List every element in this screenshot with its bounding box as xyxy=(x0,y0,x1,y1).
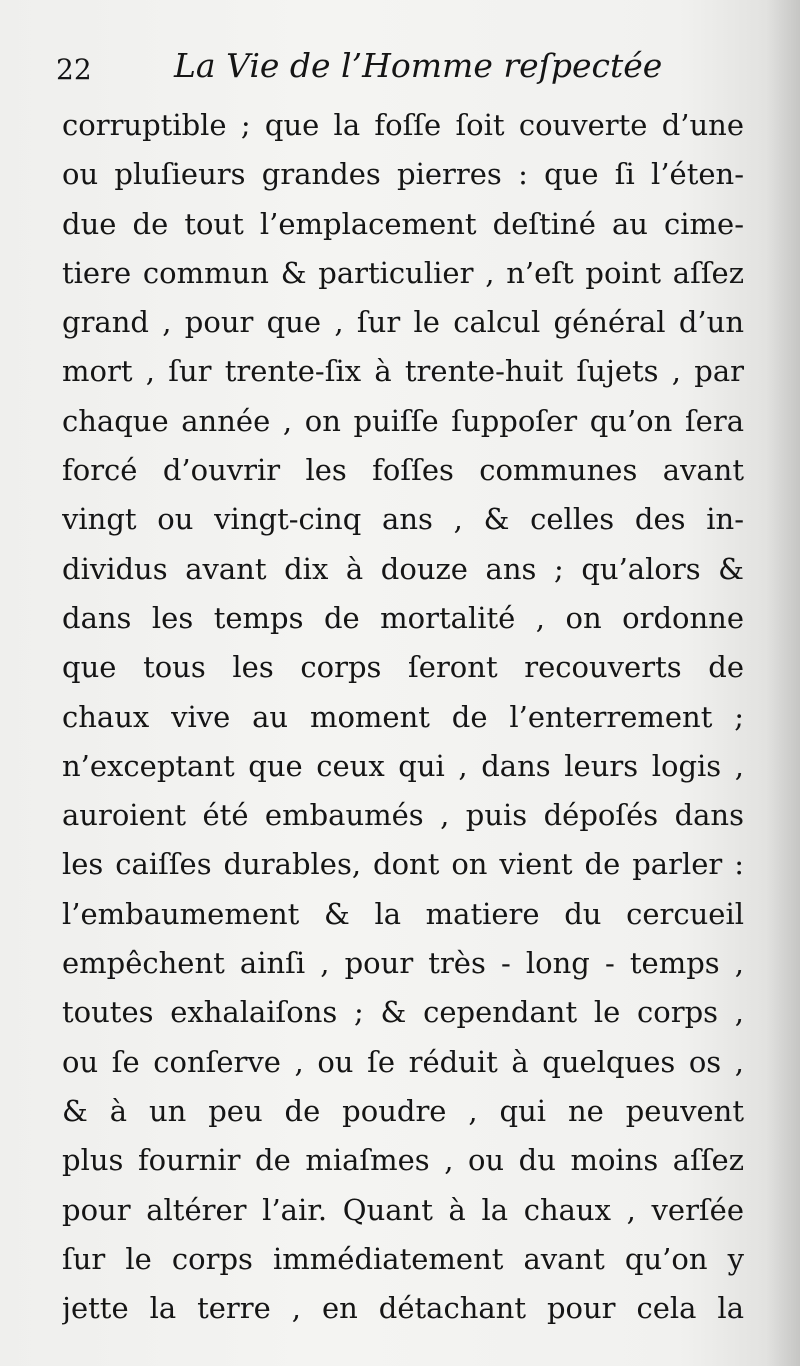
text-line: n’exceptant que ceux qui , dans leurs logis , xyxy=(62,748,744,783)
text-line: plus fournir de miaſmes , ou du moins aſſez xyxy=(62,1143,744,1178)
text-line: jette la terre , en détachant pour cela la xyxy=(62,1291,744,1326)
text-line: dans les temps de mortalité , on ordonne xyxy=(62,600,744,635)
text-line: tiere commun & particulier , n’eſt point aſſez xyxy=(62,255,744,290)
text-line: empêchent ainſi , pour très - long - temps , xyxy=(62,946,744,981)
text-line: ſur le corps immédiatement avant qu’on y xyxy=(62,1241,744,1276)
body-text xyxy=(62,101,744,1333)
text-line: auroient été embaumés , puis dépoſés dans xyxy=(62,798,744,833)
text-line: vingt ou vingt-cinq ans , & celles des in- xyxy=(62,502,744,537)
text-line: toutes exhalaiſons ; & cependant le corps , xyxy=(62,995,744,1030)
text-line: chaux vive au moment de l’enterrement ; xyxy=(62,699,744,734)
text-line: chaque année , on puiſſe ſuppoſer qu’on ſera xyxy=(62,403,744,438)
text-line: l’embaumement & la matiere du cercueil xyxy=(62,896,744,931)
text-line: mort , ſur trente-ſix à trente-huit ſujets , par xyxy=(62,354,744,389)
text-line: & à un peu de poudre , qui ne peuvent xyxy=(62,1093,744,1128)
text-line: forcé d’ouvrir les foſſes communes avant xyxy=(62,453,744,488)
page-gutter-shadow xyxy=(766,0,800,1366)
running-title: La Vie de l’Homme reſpectée xyxy=(174,46,663,85)
text-line: pour altérer l’air. Quant à la chaux , verſée xyxy=(62,1192,744,1227)
running-header xyxy=(56,44,756,92)
text-line: due de tout l’emplacement deſtiné au cime- xyxy=(62,206,744,241)
text-line: corruptible ; que la foſſe ſoit couverte d’une xyxy=(62,108,744,142)
text-line: les caiſſes durables, dont on vient de parler : xyxy=(62,847,744,882)
text-line: ou pluſieurs grandes pierres : que ſi l’éten- xyxy=(62,157,744,192)
text-line: ou ſe conſerve , ou ſe réduit à quelques os , xyxy=(62,1044,744,1079)
text-line: grand , pour que , ſur le calcul général d’un xyxy=(62,305,744,340)
text-line: que tous les corps ſeront recouverts de xyxy=(62,650,744,685)
text-line: dividus avant dix à douze ans ; qu’alors & xyxy=(62,551,744,586)
page-number: 22 xyxy=(56,53,92,86)
